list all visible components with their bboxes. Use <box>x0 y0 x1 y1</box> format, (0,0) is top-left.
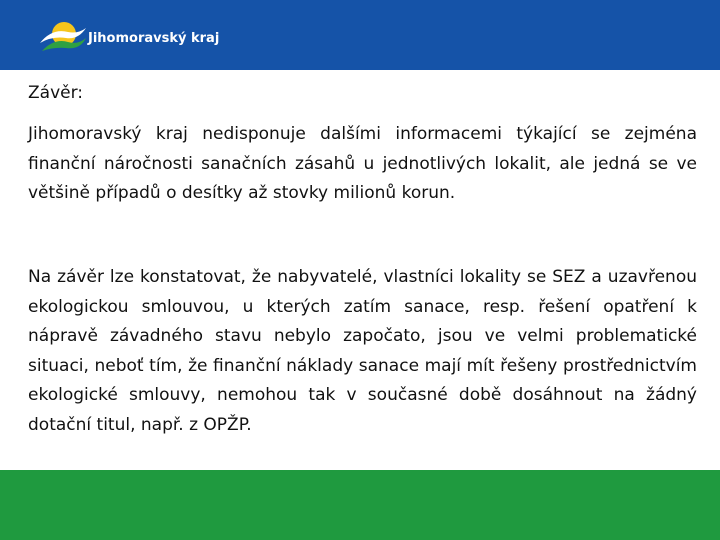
conclusion-heading: Závěr: <box>28 83 84 103</box>
paragraph-2: Na závěr lze konstatovat, že nabyvatelé, vlastníci lokality se SEZ a uzavřenou ekologickou smlouvou, u kterých zatím sanace, resp. řešení opatření k nápravě závadného stavu nebylo započato, jsou ve velmi problematické situaci, neboť tím, že finanční náklady sanace mají mít řešeny prostřednictvím ekologické smlouvy, nemohou tak v současné době dosáhnout na žádný dotační titul, např. z OPŽP. <box>28 267 697 435</box>
footer-bar <box>0 470 720 540</box>
logo-text: Jihomoravský kraj <box>88 31 220 46</box>
jihomoravsky-kraj-logo-icon <box>38 18 88 54</box>
header-bar <box>0 0 720 70</box>
paragraph-1: Jihomoravský kraj nedisponuje dalšími informacemi týkající se zejména finanční náročnosti sanačních zásahů u jednotlivých lokalit, ale jedná se ve většině případů o desítky až stovky milionů korun. <box>28 124 697 203</box>
